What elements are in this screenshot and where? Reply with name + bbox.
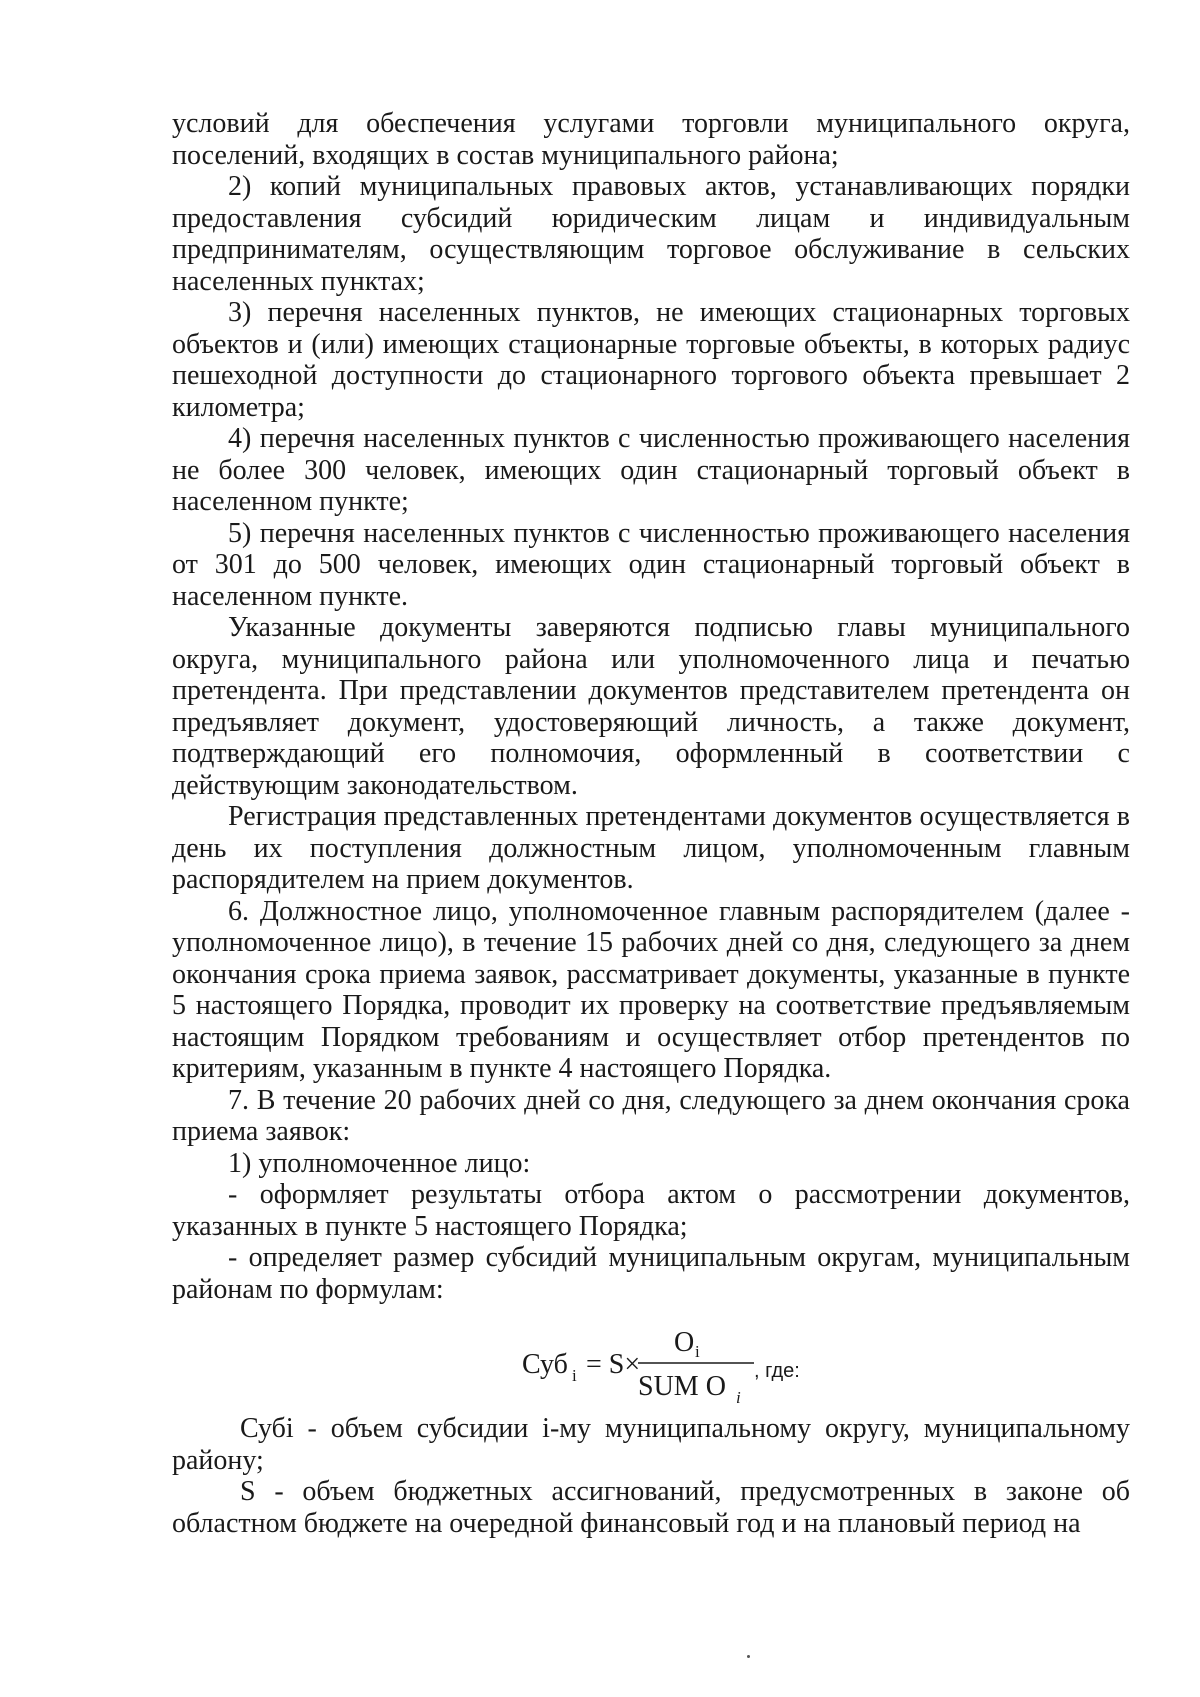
dash-item-results: - оформляет результаты отбора актом о рассмотрении документов, указанных в пункте 5 настоящего Порядка; — [172, 1179, 1130, 1242]
dash-item-size: - определяет размер субсидий муниципальным округам, муниципальным районам по формулам: — [172, 1242, 1130, 1305]
formula-equals-times: = S× — [586, 1349, 641, 1380]
paragraph-continuation: условий для обеспечения услугами торговли муниципального округа, поселений, входящих в состав муниципального района; — [172, 108, 1130, 171]
paragraph-certification: Указанные документы заверяются подписью главы муниципального округа, муниципального района или уполномоченного лица и печатью претендента. При представлении документов представителем претендента он предъявляет документ, удостоверяющий личность, а также документ, подтверждающий его полномочия, оформленный в соответствии с действующим законодательством. — [172, 612, 1130, 801]
definition-sub-i: Субi - объем субсидии i-му муниципальному округу, муниципальному району; — [172, 1413, 1130, 1476]
definition-s: S - объем бюджетных ассигнований, предусмотренных в законе об областном бюджете на очередной финансовый год и на плановый период на — [172, 1476, 1130, 1539]
formula-numerator: O — [674, 1327, 695, 1358]
formula-denominator-sub: i — [736, 1388, 741, 1407]
document-body — [172, 108, 1130, 1539]
list-item-2: 2) копий муниципальных правовых актов, устанавливающих порядки предоставления субсидий юридическим лицам и индивидуальным предпринимателям, осуществляющим торговое обслуживание в сельских населенных пунктах; — [172, 171, 1130, 297]
formula-numerator-sub: i — [695, 1342, 700, 1361]
formula-denominator: SUM O — [638, 1371, 726, 1402]
subsidy-formula — [172, 1311, 1130, 1409]
list-item-3: 3) перечня населенных пунктов, не имеющих стационарных торговых объектов и (или) имеющих стационарные торговые объекты, в которых радиус пешеходной доступности до стационарного торгового объекта превышает 2 километра; — [172, 297, 1130, 423]
formula-suffix: , где: — [754, 1360, 800, 1382]
formula-lhs-sub: i — [572, 1366, 577, 1385]
formula-lhs: Суб — [522, 1349, 568, 1380]
clause-7: 7. В течение 20 рабочих дней со дня, следующего за днем окончания срока приема заявок: — [172, 1084, 1130, 1147]
scan-speck — [747, 1655, 750, 1658]
list-item-5: 5) перечня населенных пунктов с численностью проживающего населения от 301 до 500 человек, имеющих один стационарный торговый объект в населенном пункте. — [172, 517, 1130, 612]
list-item-4: 4) перечня населенных пунктов с численностью проживающего населения не более 300 человек, имеющих один стационарный торговый объект в населенном пункте; — [172, 423, 1130, 517]
subclause-1: 1) уполномоченное лицо: — [228, 1147, 531, 1179]
clause-6: 6. Должностное лицо, уполномоченное главным распорядителем (далее - уполномоченное лицо), в течение 15 рабочих дней со дня, следующего за днем окончания срока приема заявок, рассматривает документы, указанные в пункте 5 настоящего Порядка, проводит их проверку на соответствие предъявляемым настоящим Порядком требованиям и осуществляет отбор претендентов по критериям, указанным в пункте 4 настоящего Порядка. — [172, 895, 1130, 1084]
paragraph-registration: Регистрация представленных претендентами документов осуществляется в день их поступления должностным лицом, уполномоченным главным распорядителем на прием документов. — [172, 801, 1130, 895]
